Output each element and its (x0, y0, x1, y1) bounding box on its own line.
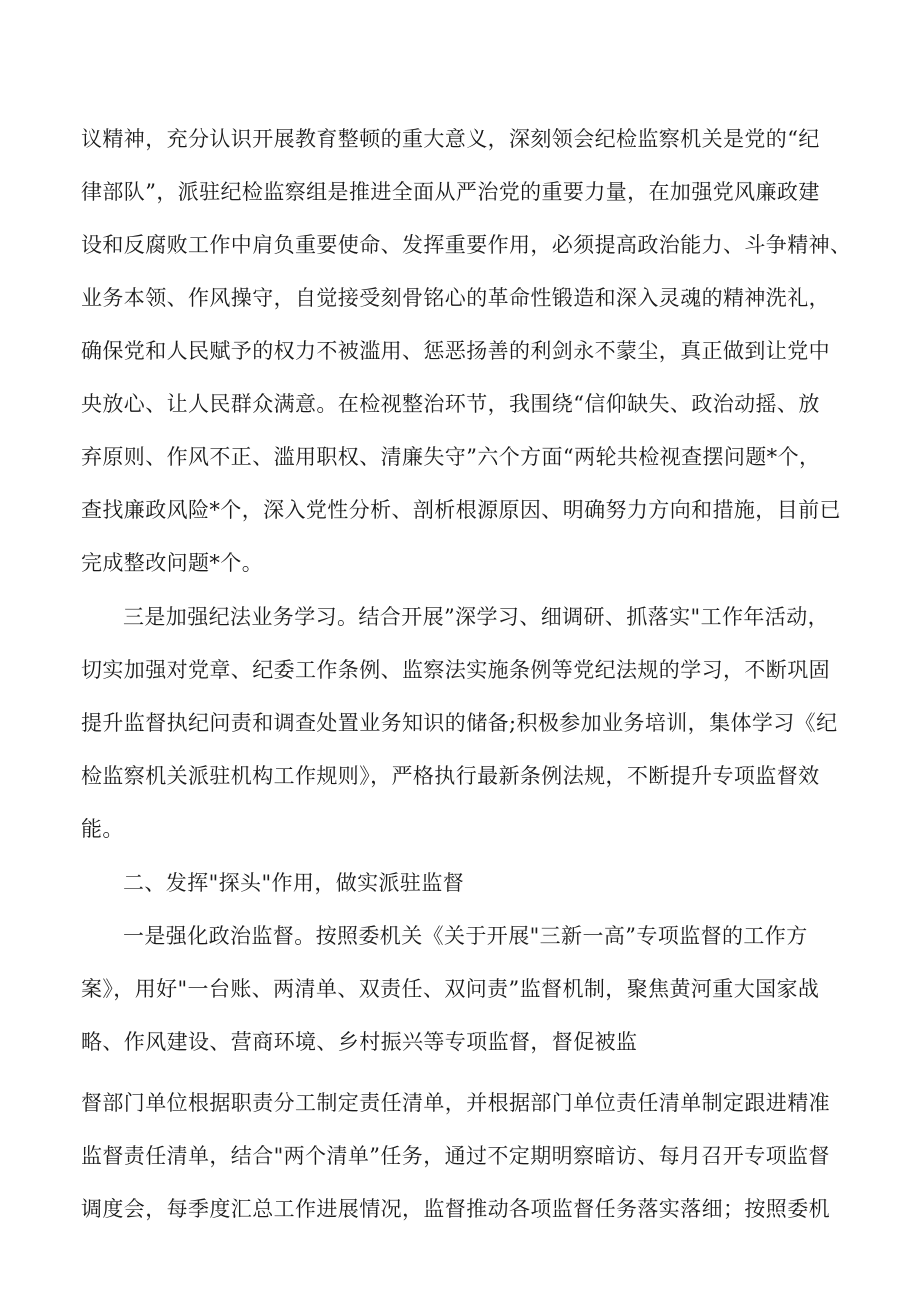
text-line: 查找廉政风险*个，深入党性分析、剖析根源原因、明确努力方向和措施，目前已 (81, 498, 841, 522)
text-line: 业务本领、作风操守，自觉接受刻骨铭心的革命性锻造和深入灵魂的精神洗礼， (81, 286, 830, 310)
text-line: 确保党和人民赋予的权力不被滥用、惩恶扬善的利剑永不蒙尘，真正做到让党中 (81, 339, 830, 363)
text-line: 督部门单位根据职责分工制定责任清单，并根据部门单位责任清单制定跟进精准 (81, 1091, 830, 1115)
text-line: 弃原则、作风不正、滥用职权、清廉失守”六个方面“两轮共检视查摆问题*个， (81, 445, 821, 469)
text-line: 设和反腐败工作中肩负重要使命、发挥重要作用，必须提高政治能力、斗争精神、 (81, 233, 852, 257)
text-line: 议精神，充分认识开展教育整顿的重大意义，深刻领会纪检监察机关是党的“纪 (81, 127, 820, 151)
text-line: 切实加强对党章、纪委工作条例、监察法实施条例等党纪法规的学习，不断巩固 (81, 658, 830, 682)
text-line: 央放心、让人民群众满意。在检视整治环节，我围绕“信仰缺失、政治动摇、放 (81, 392, 820, 416)
text-line: 律部队”，派驻纪检监察组是推进全面从严治党的重要力量，在加强党风廉政建 (81, 180, 820, 204)
text-line: 略、作风建设、营商环境、乡村振兴等专项监督，督促被监 (81, 1030, 638, 1054)
text-line: 提升监督执纪问责和调查处置业务知识的储备;积极参加业务培训，集体学习《纪 (81, 711, 838, 735)
text-line: 调度会，每季度汇总工作进展情况，监督推动各项监督任务落实落细；按照委机 (81, 1197, 830, 1221)
text-line: 监督责任清单，结合"两个清单”任务，通过不定期明察暗访、每月召开专项监督 (81, 1144, 830, 1168)
paragraph-first-line: 三是加强纪法业务学习。结合开展”深学习、细调研、抓落实"工作年活动， (123, 605, 829, 629)
text-line: 完成整改问题*个。 (81, 551, 264, 575)
section-heading: 二、发挥"探头"作用，做实派驻监督 (123, 871, 465, 895)
paragraph-first-line: 一是强化政治监督。按照委机关《关于开展"三新一高”专项监督的工作方 (123, 924, 808, 948)
text-line: 案》，用好"一台账、两清单、双责任、双问责”监督机制，聚焦黄河重大国家战 (81, 977, 820, 1001)
text-line: 能。 (81, 817, 124, 841)
text-line: 检监察机关派驻机构工作规则》，严格执行最新条例法规，不断提升专项监督效 (81, 764, 820, 788)
